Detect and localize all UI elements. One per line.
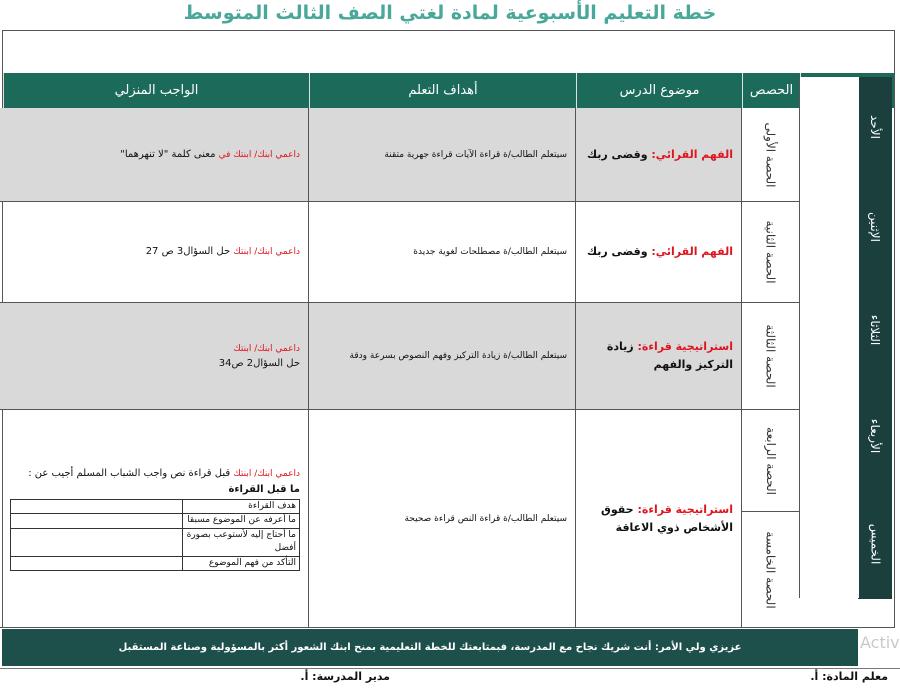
topic-text: وقضى ربك [586, 245, 648, 259]
table-row [0, 202, 741, 303]
teacher-signature: معلم المادة: أ. [810, 670, 888, 683]
period-5: الحصة الخامسة [741, 512, 799, 628]
principal-signature: مدير المدرسة: أ. [300, 670, 390, 683]
hw-label: داعمي ابنك/ ابنتك في [218, 149, 300, 160]
parent-message: عزيزي ولي الأمر: أنت شريك نجاح مع المدرسة، فبمتابعتك للخطة التعليمية بمنح ابنك الشعور أكثر بالمسؤولية وصناعة المستقبل [2, 629, 858, 666]
topic-cell [575, 202, 741, 302]
hw-text: حل السؤال2 ص34 [218, 358, 300, 370]
day-wednesday: الأربعاء [868, 418, 882, 454]
table-row [0, 108, 741, 202]
day-monday: الإثنين [868, 212, 882, 242]
topic-cell [575, 410, 741, 627]
topic-label: استراتيجية قراءة: [637, 502, 733, 516]
kwl-cell: التأكد من فهم الموضوع [183, 556, 300, 571]
date-column [799, 77, 859, 598]
header-goals: أهداف التعلم [309, 73, 576, 108]
period-4: الحصة الرابعة [741, 410, 799, 512]
hw-text: حل السؤال3 ص 27 [145, 246, 231, 258]
goal-cell: سيتعلم الطالب/ة زيادة التركيز وفهم النصوص بسرعة ودقة [308, 303, 575, 409]
period-3: الحصة الثالثة [741, 303, 799, 410]
goal-cell: سيتعلم الطالب/ة قراءة النص قراءة صحيحة [308, 410, 575, 627]
header-period: الحصص [742, 73, 800, 108]
goal-cell: سيتعلم الطالب/ة قراءة الآيات قراءة جهرية متقنة [308, 108, 575, 201]
hw-label: داعمي ابنك/ ابنتك [233, 469, 300, 479]
hw-text: قبل قراءة نص واجب الشباب المسلم أجيب عن : [28, 468, 231, 479]
activation-watermark: Activ [860, 633, 900, 652]
homework-cell [0, 303, 308, 409]
homework-cell [0, 202, 308, 302]
page-title: خطة التعليم الأسبوعية لمادة لغتي الصف الثالث المتوسط [183, 2, 717, 24]
header-row [3, 73, 894, 108]
topic-label: الفهم القرائي: [651, 147, 733, 161]
day-column [858, 77, 892, 599]
homework-cell [0, 108, 308, 201]
kwl-cell: ما أعرفه عن الموضوع مسبقا [183, 514, 300, 529]
topic-cell [575, 303, 741, 409]
goal-cell: سيتعلم الطالب/ة مصطلحات لغوية جديدة [308, 202, 575, 302]
day-thursday: الخميس [868, 523, 882, 565]
period-2: الحصة الثانية [741, 202, 799, 303]
topic-cell [575, 108, 741, 201]
hw-text: معنى كلمة "لا تنهرهما" [120, 148, 216, 160]
kwl-cell: ما أحتاج إليه لأستوعب بصورة أفضل [183, 528, 300, 556]
topic-label: استراتيجية قراءة: [637, 340, 733, 354]
day-tuesday: الثلاثاء [868, 314, 883, 346]
sign-divider [0, 668, 900, 669]
day-sunday: الأحد [868, 115, 882, 139]
header-homework: الواجب المنزلي [3, 73, 309, 108]
topic-text: حقوق الأشخاص ذوي الاعاقة [601, 502, 733, 534]
hw-label: داعمي ابنك/ ابنتك [233, 247, 300, 258]
table-row [0, 303, 741, 410]
topic-label: الفهم القرائي: [651, 245, 733, 259]
header-topic: موضوع الدرس [576, 73, 742, 108]
hw-subtitle: ما قبل القراءة [228, 483, 300, 495]
topic-text: وقضى ربك [586, 147, 648, 161]
homework-cell [0, 410, 308, 627]
period-1: الحصة الأولى [741, 108, 799, 202]
top-blank-row [3, 31, 894, 74]
table-row [0, 410, 741, 628]
kwl-table [10, 499, 300, 572]
hw-label: داعمي ابنك/ ابنتك [233, 343, 300, 354]
topic-text: زيادة التركيز والفهم [606, 340, 733, 371]
kwl-cell: هدف القراءة [183, 499, 300, 514]
